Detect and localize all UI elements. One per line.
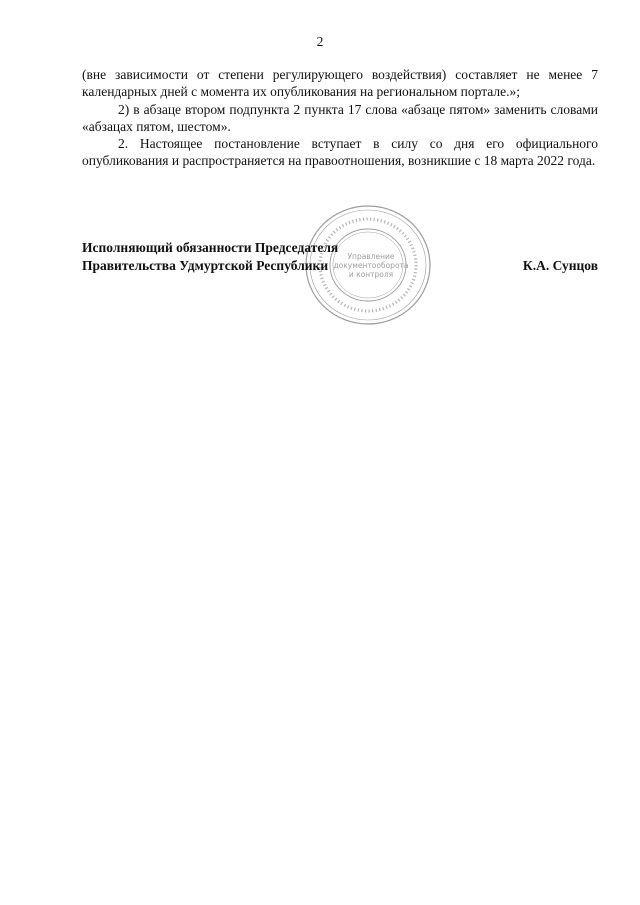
seal-inner-text-2: документооборота: [333, 261, 409, 270]
paragraph-effective-date: 2. Настоящее постановление вступает в силу со дня его официального опубликования и распространяется на правоотношения, возникшие с 18 марта 2022 года.: [82, 136, 598, 169]
signatory-position-line-1: Исполняющий обязанности Председателя: [82, 240, 339, 255]
seal-inner-text-3: и контроля: [348, 270, 394, 279]
paragraph-continuation: (вне зависимости от степени регулирующего воздействия) составляет не менее 7 календарных дней с момента их опубликования на региональном портале.»;: [82, 67, 598, 100]
paragraph-item-2: 2) в абзаце втором подпункта 2 пункта 17 слова «абзаце пятом» заменить словами «абзацах пятом, шестом».: [82, 101, 598, 134]
page-number: 2: [316, 34, 324, 49]
signatory-position-line-2: Правительства Удмуртской Республики: [82, 257, 329, 273]
signatory-position: [82, 239, 338, 274]
signatory-name: К.А. Сунцов: [522, 258, 598, 273]
seal-inner-text-1: Управление: [347, 252, 395, 261]
document-body: [82, 66, 598, 170]
